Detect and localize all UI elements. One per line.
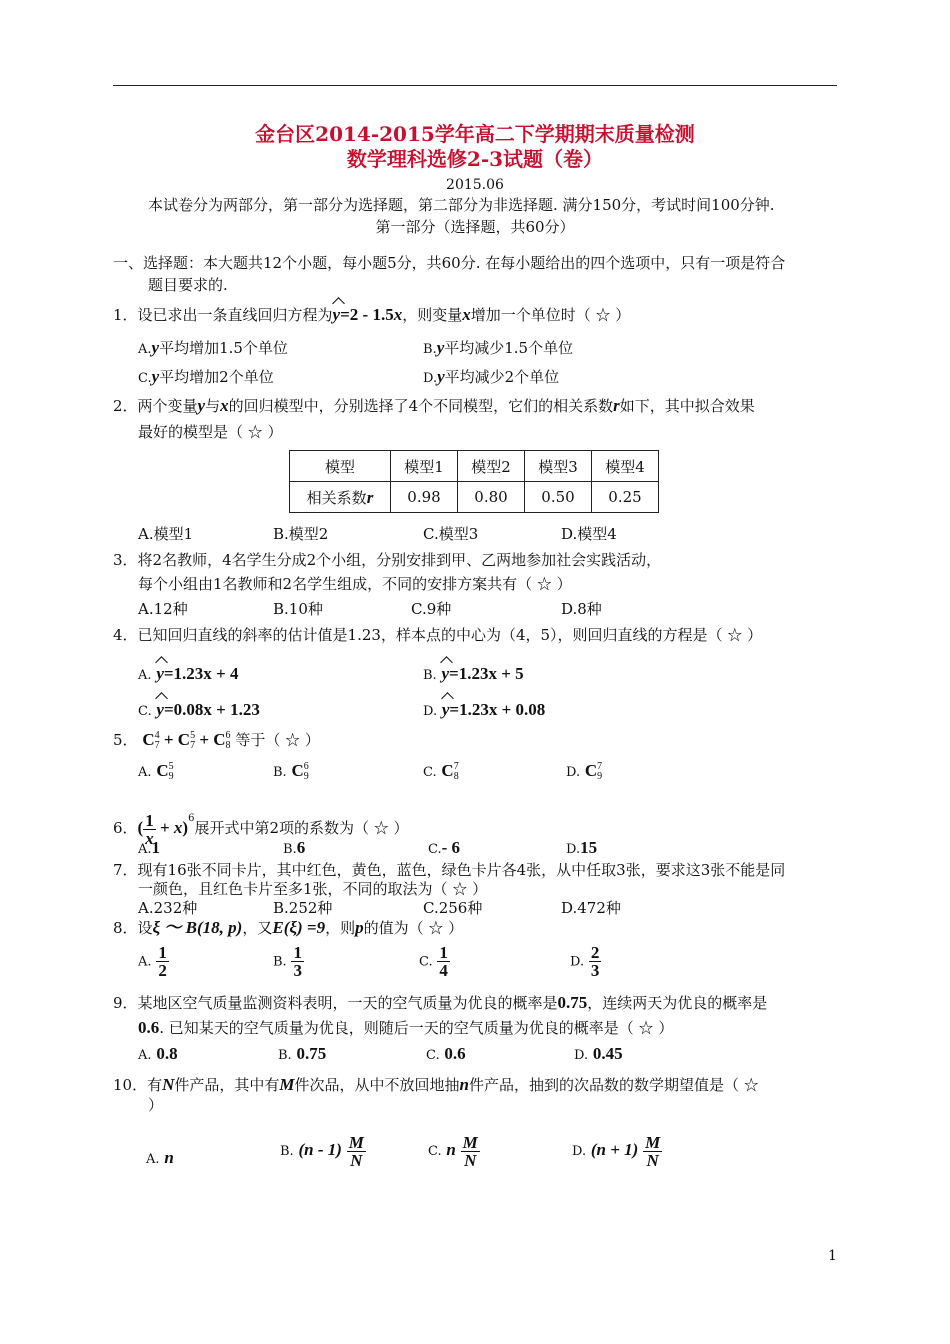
question-6: 6．( $\frac{1}{x}$ + x)$^6$展开式中第2项的系数为（ ☆ ） bbox=[113, 810, 409, 848]
q9-option-c[interactable]: C. 0.6 bbox=[426, 1044, 466, 1063]
exam-date: 2015.06 bbox=[446, 177, 504, 193]
q7-option-d[interactable]: D.472种 bbox=[561, 899, 621, 917]
q7-option-c[interactable]: C.256种 bbox=[423, 899, 483, 917]
question-8: 8．设ξ ～ B(18, p)，又E(ξ) =9，则p的值为（ ☆ ） bbox=[113, 918, 464, 937]
table-row bbox=[290, 451, 659, 482]
question-2-line-2: 最好的模型是（ ☆ ） bbox=[138, 423, 283, 441]
q6-option-c[interactable]: C.- 6 bbox=[428, 838, 461, 857]
table-cell: 0.98 bbox=[391, 482, 458, 513]
exam-intro: 本试卷分为两部分，第一部分为选择题，第二部分为非选择题. 满分150分，考试时间100分钟. bbox=[148, 196, 775, 214]
table-header-cell: 模型 bbox=[290, 451, 391, 482]
table-header-cell: 模型2 bbox=[458, 451, 525, 482]
q5-option-b[interactable]: B. C 6 9 bbox=[273, 761, 309, 783]
q2-option-b[interactable]: B.模型2 bbox=[273, 525, 329, 543]
q6-option-d[interactable]: D.15 bbox=[566, 838, 598, 857]
q8-option-a[interactable]: A. $\frac{1}{2}$ bbox=[138, 943, 167, 980]
question-7-line-2: 一颜色，且红色卡片至多1张，不同的取法为（ ☆ ） bbox=[138, 880, 488, 898]
q2-option-c[interactable]: C.模型3 bbox=[423, 525, 479, 543]
table-row bbox=[290, 482, 659, 513]
q3-option-b[interactable]: B.10种 bbox=[273, 600, 323, 618]
q6-option-b[interactable]: B.6 bbox=[283, 838, 306, 857]
q2-option-d[interactable]: D.模型4 bbox=[561, 525, 617, 543]
question-3-line-2: 每个小组由1名教师和2名学生组成，不同的安排方案共有（ ☆ ） bbox=[138, 575, 572, 593]
question-9-line-2: 0.6. 已知某天的空气质量为优良，则随后一天的空气质量为优良的概率是（ ☆ ） bbox=[138, 1018, 674, 1037]
question-10-line-2: ） bbox=[148, 1096, 164, 1114]
q3-option-c[interactable]: C.9种 bbox=[411, 600, 452, 618]
q6-option-a[interactable]: A.1 bbox=[138, 838, 161, 857]
q5-option-a[interactable]: A. C 5 9 bbox=[138, 761, 174, 783]
q7-option-a[interactable]: A.232种 bbox=[138, 899, 198, 917]
q10-option-a[interactable]: A. n bbox=[146, 1148, 174, 1167]
q4-option-c[interactable]: C. y=0.08x + 1.23 bbox=[138, 700, 260, 719]
q1-option-a[interactable]: A.y平均增加1.5个单位 bbox=[138, 338, 288, 357]
q1-option-b[interactable]: B.y平均减少1.5个单位 bbox=[423, 338, 574, 357]
question-2: 2．两个变量y与x的回归模型中，分别选择了4个不同模型，它们的相关系数r如下，其中拟合效果 bbox=[113, 396, 755, 415]
q3-option-d[interactable]: D.8种 bbox=[561, 600, 602, 618]
table-cell: 0.80 bbox=[458, 482, 525, 513]
q3-option-a[interactable]: A.12种 bbox=[138, 600, 188, 618]
one-over-x: $\frac{1}{x}$ bbox=[145, 810, 154, 848]
question-4: 4．已知回归直线的斜率的估计值是1.23，样本点的中心为（4，5），则回归直线的方程是（ ☆ ） bbox=[113, 626, 763, 644]
q8-option-b[interactable]: B. $\frac{1}{3}$ bbox=[273, 943, 302, 980]
question-10: 10．有N件产品，其中有M件次品，从中不放回地抽n件产品，抽到的次品数的数学期望值是（ ☆ bbox=[113, 1075, 759, 1094]
question-3: 3．将2名教师，4名学生分成2个小组，分别安排到甲、乙两地参加社会实践活动， bbox=[113, 551, 662, 569]
q9-option-a[interactable]: A. 0.8 bbox=[138, 1044, 178, 1063]
table-cell: 0.25 bbox=[592, 482, 659, 513]
question-7: 7．现有16张不同卡片，其中红色，黄色，蓝色，绿色卡片各4张，从中任取3张，要求这3张不能是同 bbox=[113, 861, 786, 879]
header-rule bbox=[113, 85, 837, 86]
q5-option-d[interactable]: D. C 7 9 bbox=[566, 761, 603, 783]
q4-option-b[interactable]: B. y=1.23x + 5 bbox=[423, 664, 524, 683]
combination-expression: C 4 7 + C 5 7 + C 6 8 bbox=[142, 730, 231, 752]
q9-option-d[interactable]: D. 0.45 bbox=[574, 1044, 623, 1063]
q1-option-d[interactable]: D.y平均减少2个单位 bbox=[423, 367, 560, 386]
title-line-1: 金台区2014-2015学年高二下学期期末质量检测 bbox=[255, 122, 695, 146]
q4-option-a[interactable]: A. y=1.23x + 4 bbox=[138, 664, 239, 683]
table-cell: 0.50 bbox=[525, 482, 592, 513]
question-9: 9．某地区空气质量监测资料表明，一天的空气质量为优良的概率是0.75，连续两天为优良的概率是 bbox=[113, 993, 768, 1012]
table-header-cell: 模型4 bbox=[592, 451, 659, 482]
question-1: 1．设已求出一条直线回归方程为y=2 - 1.5x，则变量x增加一个单位时（ ☆ ） bbox=[113, 305, 631, 324]
q7-option-b[interactable]: B.252种 bbox=[273, 899, 333, 917]
q10-option-c[interactable]: C. n $\frac{M}{N}$ bbox=[428, 1132, 478, 1170]
q10-option-b[interactable]: B. (n - 1) $\frac{M}{N}$ bbox=[280, 1132, 364, 1170]
q8-option-d[interactable]: D. $\frac{2}{3}$ bbox=[570, 943, 600, 980]
title-line-2: 数学理科选修2-3试题（卷） bbox=[346, 147, 604, 171]
q9-option-b[interactable]: B. 0.75 bbox=[278, 1044, 327, 1063]
part-one-heading: 第一部分（选择题，共60分） bbox=[375, 218, 575, 236]
table-row-label: 相关系数r bbox=[290, 482, 391, 513]
section-instructions-1: 一、选择题：本大题共12个小题，每小题5分，共60分. 在每小题给出的四个选项中，只有一项是符合 bbox=[113, 254, 786, 272]
table-header-cell: 模型1 bbox=[391, 451, 458, 482]
page-number: 1 bbox=[828, 1248, 837, 1264]
q2-option-a[interactable]: A.模型1 bbox=[138, 525, 194, 543]
section-instructions-2: 题目要求的. bbox=[148, 276, 228, 294]
q1-option-c[interactable]: C.y平均增加2个单位 bbox=[138, 367, 274, 386]
q10-option-d[interactable]: D. (n + 1) $\frac{M}{N}$ bbox=[572, 1132, 661, 1170]
y-hat: y bbox=[332, 305, 341, 324]
question-5: 5． C 4 7 + C 5 7 + C 6 8 等于（ ☆ ） bbox=[113, 730, 320, 752]
q4-option-d[interactable]: D. y=1.23x + 0.08 bbox=[423, 700, 546, 719]
q5-option-c[interactable]: C. C 7 8 bbox=[423, 761, 459, 783]
q8-option-c[interactable]: C. $\frac{1}{4}$ bbox=[419, 943, 448, 980]
correlation-table bbox=[289, 450, 659, 513]
table-header-cell: 模型3 bbox=[525, 451, 592, 482]
